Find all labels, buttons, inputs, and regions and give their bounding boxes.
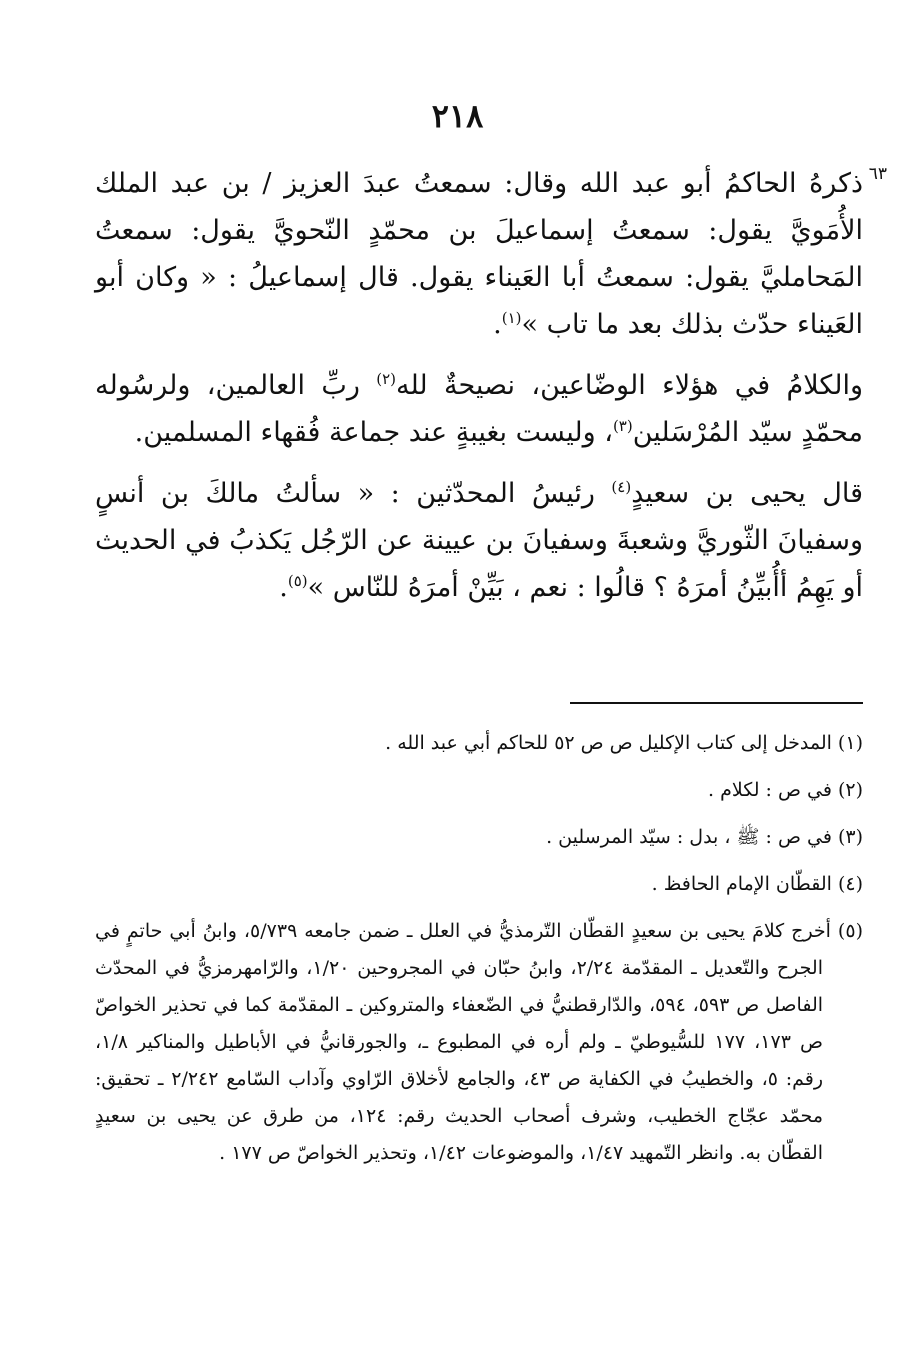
- page-number: ٢١٨: [431, 97, 484, 135]
- paragraph-3: [95, 470, 863, 611]
- footnote-3: (٣) في ص : ﷺ ، بدل : سيّد المرسلين .: [546, 826, 863, 848]
- paragraph-2-text-3: ، وليست بغيبةٍ عند جماعة فُقهاء المسلمين.: [134, 417, 613, 448]
- footnote-ref-1: (١): [501, 309, 522, 327]
- paragraph-1-text: ذكرهُ الحاكمُ أبو عبد الله وقال: سمعتُ عبدَ العزيز / بن عبد الملك الأُمَويَّ يقول: سمعتُ إسماعيلَ بن محمّدٍ النّحويَّ يقول: سمعتُ المَحامليَّ يقول: سمعتُ أبا العَيناء يقول. قال إسماعيلُ : « وكان أبو العَيناء حدّث بذلك بعد ما تاب »: [95, 168, 863, 340]
- paragraph-3-text-2: رئيسُ المحدّثين : « سألتُ مالكَ بن أنسٍ وسفيانَ الثّوريَّ وشعبةَ وسفيانَ بن عيينة عن الرّجُل يَكذبُ في الحديث أو يَهِمُ أأُبيِّنُ أمرَهُ ؟ قالُوا : نعم ، بَيِّنْ أمرَهُ للنّاس »: [95, 478, 863, 603]
- footnote-5: (٥) أخرج كلامَ يحيى بن سعيدٍ القطّان التّرمذيُّ في العلل ـ ضمن جامعه ٥/٧٣٩، وابنُ أبي حاتمٍ في الجرح والتّعديل ـ المقدّمة ٢/٢٤، وابنُ حبّان في المجروحين ١/٢٠، والرّامهرمزيُّ في المحدّث الفاصل ص ٥٩٣، ٥٩٤، والدّارقطنيُّ في الضّعفاء والمتروكين ـ المقدّمة كما في تحذير الخواصّ ص ١٧٣، ١٧٧ للسُّيوطيّ ـ ولم أره في المطبوع ـ، والجورقانيُّ في الأباطيل والمناكير ١/٨، رقم: ٥، والخطيبُ في الكفاية ص ٤٣، والجامع لأخلاق الرّاوي وآداب السّامع ٢/٢٤٢ ـ تحقيق: محمّد عجّاج الخطيب، وشرف أصحاب الحديث رقم: ١٢٤، من طرق عن يحيى بن سعيدٍ القطّان به. وانظر التّمهيد ١/٤٧، والموضوعات ١/٤٢، وتحذير الخواصّ ص ١٧٧ .: [95, 920, 863, 1164]
- footnote-ref-4: (٤): [611, 478, 632, 496]
- main-text: [95, 160, 863, 625]
- footnote-ref-5: (٥): [287, 572, 308, 590]
- footnote-4: (٤) القطّان الإمام الحافظ .: [651, 873, 863, 895]
- paragraph-1: [95, 160, 863, 348]
- paragraph-3-tail: .: [279, 572, 288, 603]
- footnote-separator: [570, 702, 863, 704]
- footnote-ref-2: (٢): [376, 370, 396, 388]
- paragraph-2-text-1: والكلامُ في هؤلاء الوضّاعين، نصيحةٌ لله: [396, 370, 863, 401]
- footnotes: [95, 725, 863, 1182]
- footnote-1: (١) المدخل إلى كتاب الإكليل ص ص ٥٢ للحاكم أبي عبد الله .: [385, 732, 863, 754]
- margin-page-reference: ٦٣: [868, 164, 887, 184]
- paragraph-3-text-1: قال يحيى بن سعيدٍ: [631, 478, 863, 509]
- paragraph-2: [95, 362, 863, 456]
- footnote-ref-3: (٣): [612, 417, 633, 435]
- paragraph-2-text-2: ربِّ العالمين، ولرسُوله محمّدٍ سيّد المُرْسَلين: [95, 370, 863, 448]
- paragraph-1-tail: .: [493, 309, 502, 340]
- footnote-2: (٢) في ص : لكلام .: [708, 779, 863, 801]
